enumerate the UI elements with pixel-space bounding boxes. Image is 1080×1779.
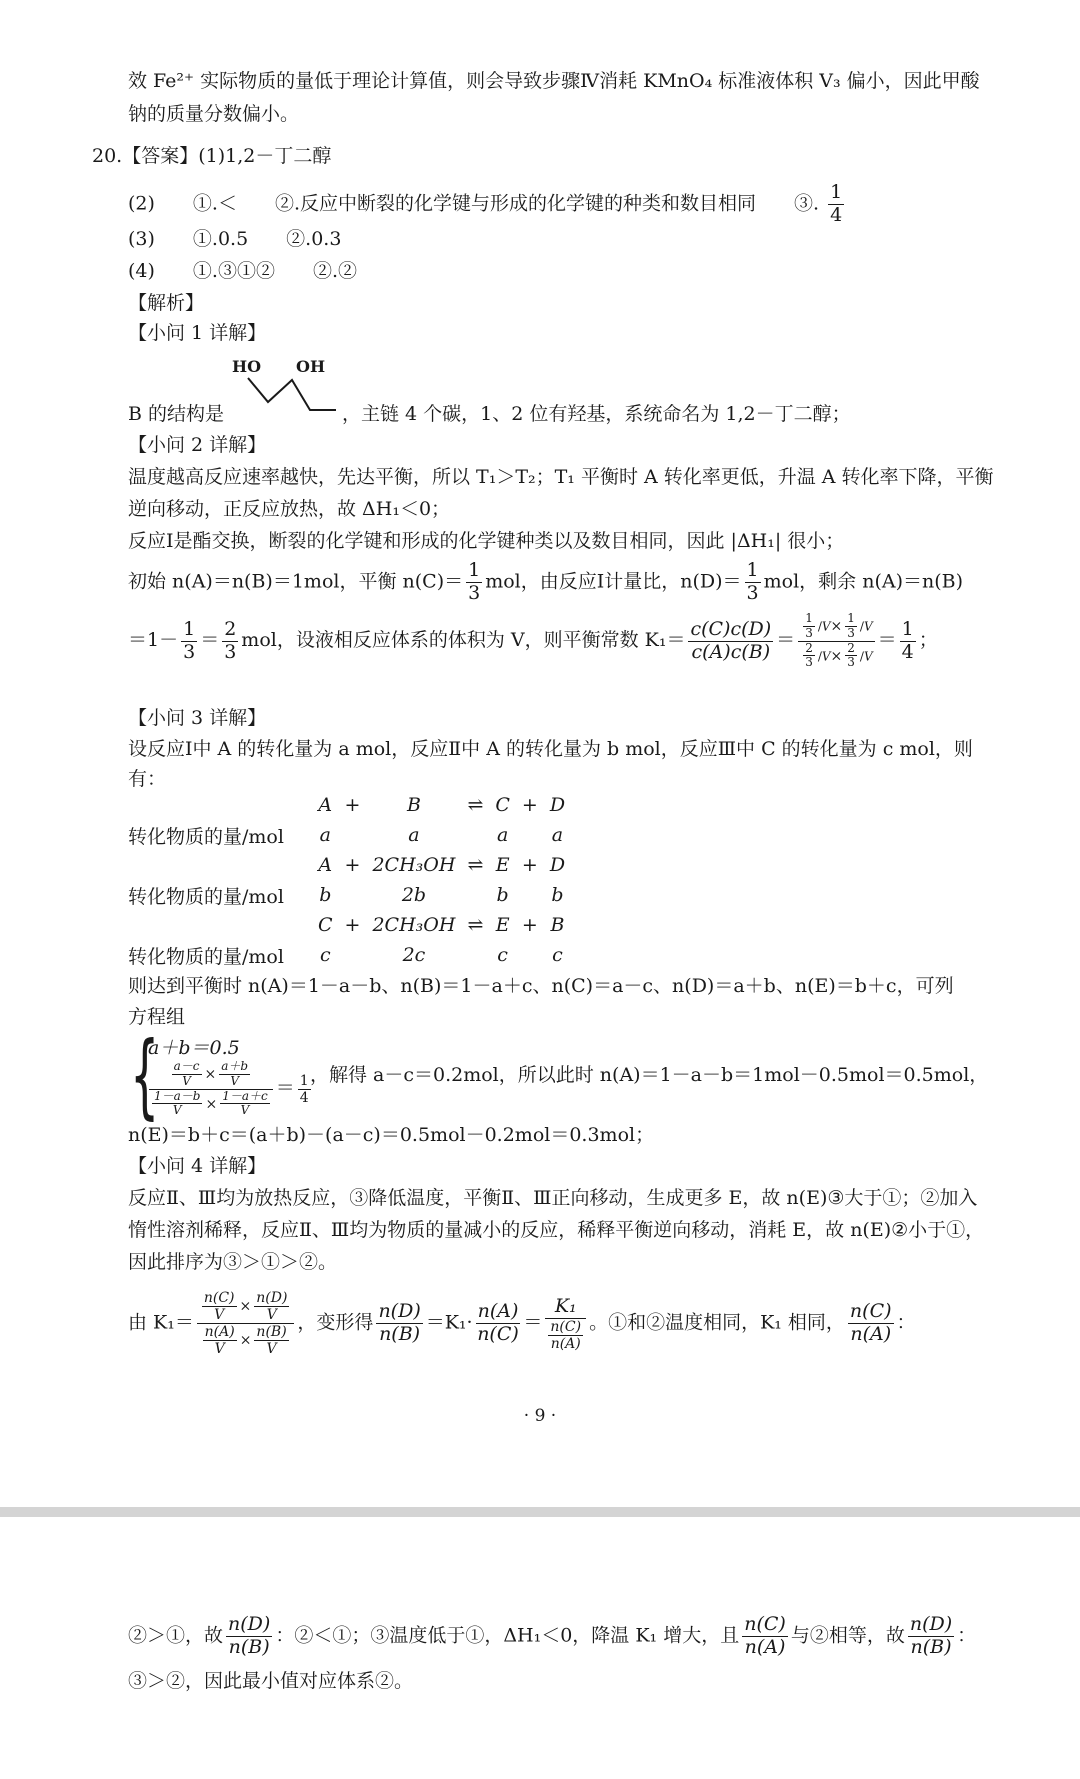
continued-line-2: ③＞②，因此最小值对应体系②。 — [128, 1670, 414, 1692]
reaction-2-amounts: 转化物质的量/mol b 2b b b — [128, 884, 564, 908]
answer-2-fraction: $\frac{1}{4}$ — [830, 181, 843, 226]
page-number: · 9 · — [523, 1406, 557, 1426]
equilibrium-constant-substitution: $\frac{1}{3}$ /V× $\frac{1}{3}$ /V $\frac{2}{3}$ /V× $\frac{2}{3}$ /V — [798, 612, 874, 670]
fraction-one-third: $\frac{1}{3}$ — [183, 617, 196, 663]
intro-line-1: 效 Fe²⁺ 实际物质的量低于理论计算值，则会导致步骤Ⅳ消耗 KMnO₄ 标准液体积 V₃ 偏小，因此甲酸 — [128, 70, 980, 92]
answer-2-text: (2) ①.＜ ②.反应中断裂的化学键与形成的化学键的种类和数目相同 ③. — [128, 192, 820, 215]
answer-4: (4) ①.③①② ②.② — [128, 260, 357, 282]
q2-line-2: 逆向移动，正反应放热，故 ΔH₁＜0； — [128, 498, 451, 520]
reaction-2-equation: A + 2CH₃OH ⇌ E + D — [318, 854, 566, 876]
structure-oh-label: OH — [296, 357, 326, 376]
structure-ho-label: HO — [232, 357, 262, 376]
reaction-1-amounts: 转化物质的量/mol a a a a — [128, 824, 564, 848]
page-divider — [0, 1507, 1080, 1517]
fraction-one-third: $\frac{1}{3}$ — [746, 559, 759, 604]
system-equation-2: $\frac{a-c}{V}$ × $\frac{a+b}{V}$ $\frac{1-a-b}{V}$ × $\frac{1-a+c}{V}$ ＝ $\frac{1}{4}$ — [146, 1060, 314, 1118]
reaction-1-equation: A + B ⇌ C + D — [318, 794, 566, 816]
system-equation-1: a＋b＝0.5 — [148, 1037, 240, 1059]
q3-line-5: n(E)＝b＋c＝(a＋b)－(a－c)＝0.5mol－0.2mol＝0.3mol； — [128, 1124, 655, 1146]
fraction-one-third: $\frac{1}{3}$ — [468, 559, 481, 604]
equation-system-brace: { — [130, 1022, 160, 1129]
reaction-3-amounts: 转化物质的量/mol c 2c c c — [128, 944, 563, 968]
q4-line-2: 惰性溶剂稀释，反应Ⅱ、Ⅲ均为物质的量减小的反应，稀释平衡逆向移动，消耗 E，故 n(E)②小于①， — [128, 1219, 985, 1241]
system-solution: ，解得 a－c＝0.2mol，所以此时 n(A)＝1－a－b＝1mol－0.5mol＝0.5mol， — [310, 1064, 989, 1086]
b-structure-label: B 的结构是 — [128, 403, 225, 425]
q2-line-4: 初始 n(A)＝n(B)＝1mol，平衡 n(C)＝ $\frac{1}{3}$ mol，由反应Ⅰ计量比，n(D)＝ $\frac{1}{3}$ mol，剩余 n(A)＝n(B) — [128, 559, 964, 604]
continued-line-1: ②＞①，故 $\frac{n(D)}{n(B)}$ ：②＜①；③温度低于①，ΔH₁＜0，降温 K₁ 增大，且 $\frac{n(C)}{n(A)}$ 与②相等，故 $\frac{n(D)}{n(B)}$ ： — [128, 1613, 977, 1658]
reaction-3-equation: C + 2CH₃OH ⇌ E + B — [318, 914, 565, 936]
q3-line-4: 方程组 — [128, 1006, 186, 1028]
fraction-one-quarter: $\frac{1}{4}$ — [901, 617, 914, 663]
butanediol-skeletal-structure — [240, 376, 340, 420]
k1-definition: $\frac{n(C)}{V}$ × $\frac{n(D)}{V}$ $\frac{n(A)}{V}$ × $\frac{n(B)}{V}$ — [197, 1290, 295, 1357]
q3-line-2: 有： — [128, 768, 167, 790]
q4-line-4: 由 K₁＝ $\frac{n(C)}{V}$ × $\frac{n(D)}{V}$ $\frac{n(A)}{V}$ × $\frac{n(B)}{V}$ ，变形得 $\frac{n(D)}{n(B)}$ ＝K₁· $\frac{n(A)}{n(C)}$ ＝ K₁ n(C) n(A) 。①和②温度相同，K₁ 相同， $\frac{n(C)}{n(A)}$ ： — [128, 1290, 916, 1358]
q3-line-1: 设反应Ⅰ中 A 的转化量为 a mol，反应Ⅱ中 A 的转化量为 b mol，反应Ⅲ中 C 的转化量为 c mol，则 — [128, 738, 973, 760]
sub-question-4-heading: 【小问 4 详解】 — [128, 1155, 267, 1177]
equilibrium-constant-expression: $\frac{c(C)c(D)}{c(A)c(B)}$ — [690, 617, 772, 663]
analysis-heading: 【解析】 — [128, 292, 205, 314]
question-20-answer: 20.【答案】(1)1,2－丁二醇 — [92, 145, 332, 167]
conversion-table — [128, 790, 577, 970]
b-structure-text: ，主链 4 个碳，1、2 位有羟基，系统命名为 1,2－丁二醇； — [342, 403, 851, 425]
q4-line-3: 因此排序为③＞①＞②。 — [128, 1251, 338, 1273]
sub-question-3-heading: 【小问 3 详解】 — [128, 707, 267, 729]
intro-line-2: 钠的质量分数偏小。 — [128, 103, 300, 125]
q2-line-3: 反应Ⅰ是酯交换，断裂的化学键和形成的化学键种类以及数目相同，因此 |ΔH₁| 很小； — [128, 530, 845, 552]
q4-line-1: 反应Ⅱ、Ⅲ均为放热反应，③降低温度，平衡Ⅱ、Ⅲ正向移动，生成更多 E，故 n(E)③大于①；②加入 — [128, 1187, 978, 1209]
q2-line-5: ＝1－ $\frac{1}{3}$ ＝ $\frac{2}{3}$ mol，设液相反应体系的体积为 V，则平衡常数 K₁＝ $\frac{c(C)c(D)}{c(A)c(B)}$ ＝ $\frac{1}{3}$ /V× $\frac{1}{3}$ /V $\frac{2}{3}$ /V× $\frac{2}{3}$ /V ＝ $\frac{1}{4}$ ； — [128, 611, 938, 670]
answer-2 — [128, 182, 847, 227]
q3-line-3: 则达到平衡时 n(A)＝1－a－b、n(B)＝1－a＋c、n(C)＝a－c、n(D)＝a＋b、n(E)＝b＋c，可列 — [128, 975, 954, 997]
answer-3: (3) ①.0.5 ②.0.3 — [128, 228, 342, 250]
q2-line-1: 温度越高反应速率越快，先达平衡，所以 T₁＞T₂；T₁ 平衡时 A 转化率更低，升温 A 转化率下降，平衡 — [128, 466, 994, 488]
sub-question-2-heading: 【小问 2 详解】 — [128, 434, 267, 456]
sub-question-1-heading: 【小问 1 详解】 — [128, 322, 267, 344]
fraction-two-thirds: $\frac{2}{3}$ — [224, 617, 237, 663]
